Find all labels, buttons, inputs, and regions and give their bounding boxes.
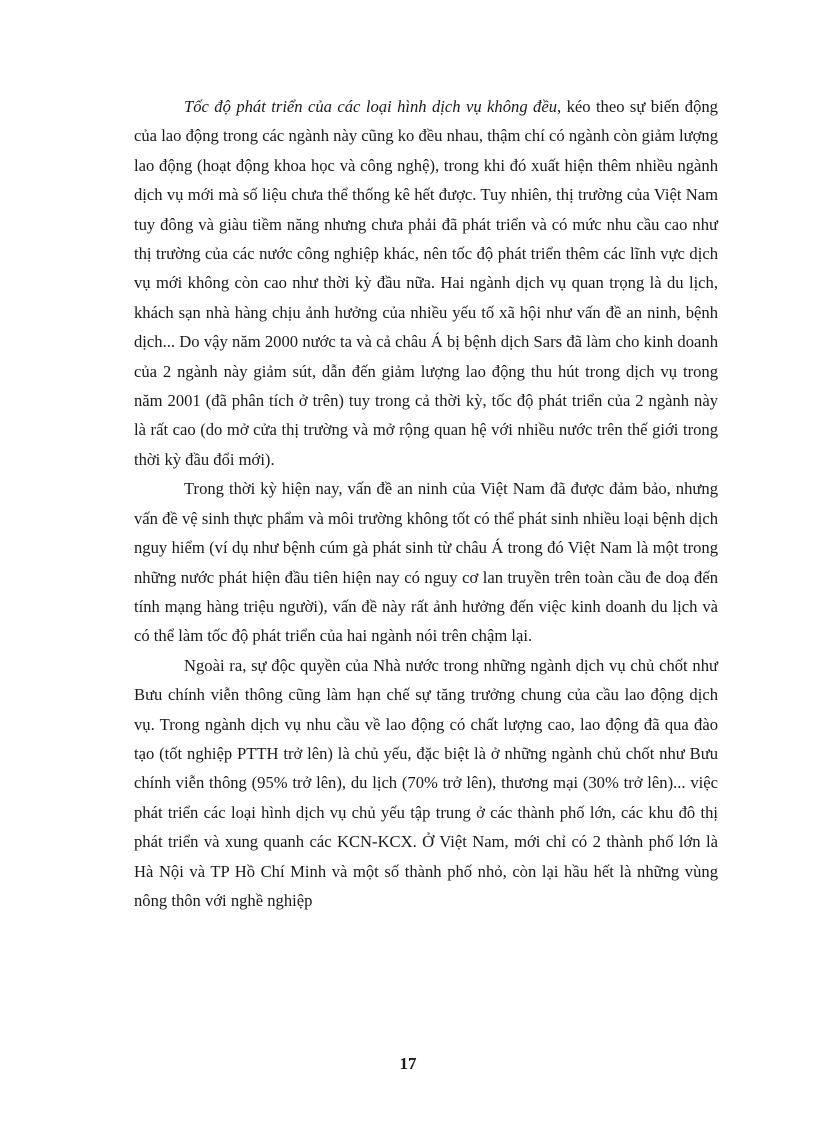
paragraph-1-italic-lead: Tốc độ phát triển của các loại hình dịch vụ không đều xyxy=(184,97,557,116)
paragraph-2-text: Trong thời kỳ hiện nay, vấn đề an ninh của Việt Nam đã được đảm bảo, nhưng vấn đề vệ sinh thực phẩm và môi trường không tốt có thể phát sinh nhiều loại bệnh dịch nguy hiểm (ví dụ như bệnh cúm gà phát sinh từ châu Á trong đó Việt Nam là một trong những nước phát hiện đầu tiên hiện nay có nguy cơ lan truyền trên toàn cầu đe doạ đến tính mạng hàng triệu người), vấn đề này rất ảnh hưởng đến việc kinh doanh du lịch và có thể làm tốc độ phát triển của hai ngành nói trên chậm lại. xyxy=(134,479,718,646)
paragraph-3-text: Ngoài ra, sự độc quyền của Nhà nước trong những ngành dịch vụ chủ chốt như Bưu chính viễn thông cũng làm hạn chế sự tăng trưởng chung của cầu lao động dịch vụ. Trong ngành dịch vụ nhu cầu về lao động có chất lượng cao, lao động đã qua đào tạo (tốt nghiệp PTTH trở lên) là chủ yếu, đặc biệt là ở những ngành chủ chốt như Bưu chính viễn thông (95% trở lên), du lịch (70% trở lên), thương mại (30% trở lên)... việc phát triển các loại hình dịch vụ chủ yếu tập trung ở các thành phố lớn, các khu đô thị phát triển và xung quanh các KCN-KCX. Ở Việt Nam, mới chỉ có 2 thành phố lớn là Hà Nội và TP Hồ Chí Minh và một số thành phố nhỏ, còn lại hầu hết là những vùng nông thôn với nghề nghiệp xyxy=(134,655,718,910)
paragraph-1 xyxy=(134,92,718,474)
paragraph-2 xyxy=(134,474,718,650)
document-body xyxy=(134,92,718,915)
paragraph-1-text: , kéo theo sự biến động của lao động trong các ngành này cũng ko đều nhau, thậm chí có ngành còn giảm lượng lao động (hoạt động khoa học và công nghệ), trong khi đó xuất hiện thêm nhiều ngành dịch vụ mới mà số liệu chưa thể thống kê hết được. Tuy nhiên, thị trường của Việt Nam tuy đông và giàu tiềm năng nhưng chưa phải đã phát triển và có mức nhu cầu cao như thị trường của các nước công nghiệp khác, nên tốc độ phát triển thêm các lĩnh vực dịch vụ mới không còn cao như thời kỳ đầu nữa. Hai ngành dịch vụ quan trọng là du lịch, khách sạn nhà hàng chịu ảnh hưởng của nhiều yếu tố xã hội như vấn đề an ninh, bệnh dịch... Do vậy năm 2000 nước ta và cả châu Á bị bệnh dịch Sars đã làm cho kinh doanh của 2 ngành này giảm sút, dẫn đến giảm lượng lao động thu hút trong dịch vụ trong năm 2001 (đã phân tích ở trên) tuy trong cả thời kỳ, tốc độ phát triển của 2 ngành này là rất cao (do mở cửa thị trường và mở rộng quan hệ với nhiều nước trên thế giới trong thời kỳ đầu đổi mới). xyxy=(134,97,718,469)
paragraph-3 xyxy=(134,651,718,916)
page-number: 17 xyxy=(399,1054,417,1073)
